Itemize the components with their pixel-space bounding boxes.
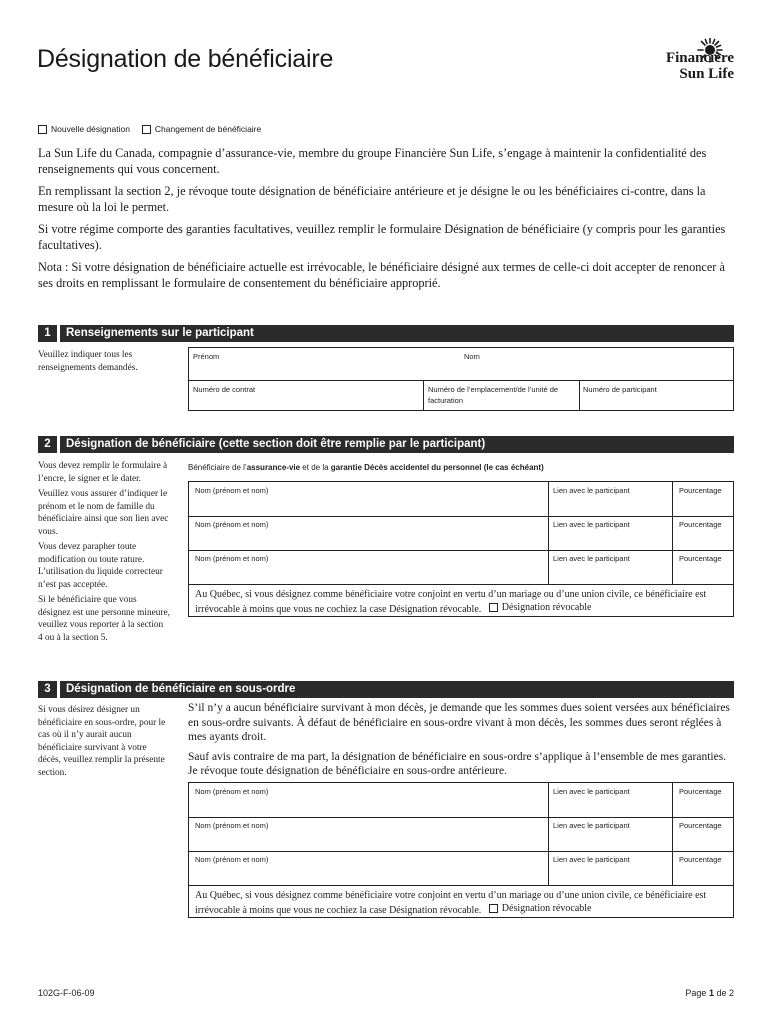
first-name-field[interactable]: Prénom <box>193 352 220 361</box>
designation-type-options <box>38 124 261 134</box>
section-title: Désignation de bénéficiaire (cette section doit être remplie par le participant) <box>60 436 734 453</box>
page-number: Page 1 de 2 <box>685 988 734 998</box>
new-designation-option[interactable]: Nouvelle désignation <box>38 124 130 134</box>
beneficiary-name-field[interactable]: Nom (prénom et nom) <box>195 554 269 563</box>
beneficiary-relationship-field[interactable]: Lien avec le participant <box>553 486 630 495</box>
revocable-checkbox[interactable] <box>489 904 498 913</box>
section-number: 1 <box>38 325 57 342</box>
contract-number-field[interactable]: Numéro de contrat <box>193 385 256 394</box>
contingent-name-field[interactable]: Nom (prénom et nom) <box>195 855 269 864</box>
section-3-text: S’il n’y a aucun bénéficiaire survivant à mon décès, je demande que les sommes dues soient versées aux bénéficiaires en sous-ordre suivants. À défaut de bénéficiaire en sous-ordre vivant à mon décès, les sommes dues seront réglées à mes ayants droit. Sauf avis contraire de ma part, la désignation de bénéficiaire en sous-ordre s’applique à l’ensemble de mes garanties. Je révoque toute désignation de bénéficiaire en sous-ordre antérieure. <box>188 702 730 777</box>
change-beneficiary-option[interactable]: Changement de bénéficiaire <box>142 124 261 134</box>
quebec-notice: Au Québec, si vous désignez comme bénéficiaire votre conjoint en vertu d’un mariage ou d’une union civile, ce bénéficiaire est irrévocable à moins que vous ne cochiez la case Désignation révocable. Désignation révocable <box>195 890 707 916</box>
intro-text <box>38 145 738 297</box>
change-beneficiary-checkbox[interactable] <box>142 125 151 134</box>
beneficiary-table <box>188 481 734 617</box>
logo-wordmark: Financière Sun Life <box>665 50 734 82</box>
beneficiary-percentage-field[interactable]: Pourcentage <box>679 486 722 495</box>
quebec-notice: Au Québec, si vous désignez comme bénéficiaire votre conjoint en vertu d’un mariage ou d’une union civile, ce bénéficiaire est irrévocable à moins que vous ne cochiez la case Désignation révocable. Désignation révocable <box>195 589 707 615</box>
contingent-name-field[interactable]: Nom (prénom et nom) <box>195 821 269 830</box>
last-name-field[interactable]: Nom <box>464 352 480 361</box>
contingent-relationship-field[interactable]: Lien avec le participant <box>553 855 630 864</box>
section-1-header <box>38 325 734 342</box>
revocable-option[interactable]: Désignation révocable <box>489 601 592 614</box>
beneficiary-percentage-field[interactable]: Pourcentage <box>679 554 722 563</box>
beneficiary-name-field[interactable]: Nom (prénom et nom) <box>195 486 269 495</box>
contingent-name-field[interactable]: Nom (prénom et nom) <box>195 787 269 796</box>
revocable-option[interactable]: Désignation révocable <box>489 902 592 915</box>
beneficiary-relationship-field[interactable]: Lien avec le participant <box>553 554 630 563</box>
contingent-percentage-field[interactable]: Pourcentage <box>679 787 722 796</box>
contingent-beneficiary-table <box>188 782 734 918</box>
participant-info-form <box>188 347 734 411</box>
section-title: Désignation de bénéficiaire en sous-ordre <box>60 681 734 698</box>
section-3-header <box>38 681 734 698</box>
participant-number-field[interactable]: Numéro de participant <box>583 385 657 394</box>
contingent-relationship-field[interactable]: Lien avec le participant <box>553 787 630 796</box>
beneficiary-name-field[interactable]: Nom (prénom et nom) <box>195 520 269 529</box>
section-number: 2 <box>38 436 57 453</box>
contingent-percentage-field[interactable]: Pourcentage <box>679 821 722 830</box>
form-code: 102G-F-06-09 <box>38 988 95 998</box>
new-designation-checkbox[interactable] <box>38 125 47 134</box>
beneficiary-relationship-field[interactable]: Lien avec le participant <box>553 520 630 529</box>
beneficiary-percentage-field[interactable]: Pourcentage <box>679 520 722 529</box>
section-number: 3 <box>38 681 57 698</box>
contingent-percentage-field[interactable]: Pourcentage <box>679 855 722 864</box>
section-2-header <box>38 436 734 453</box>
intro-paragraph: La Sun Life du Canada, compagnie d’assurance-vie, membre du groupe Financière Sun Life, s’engage à maintenir la confidentialité des renseignements qui vous concernent. <box>38 146 707 176</box>
revocable-checkbox[interactable] <box>489 603 498 612</box>
section-3-instructions: Si vous désirez désigner un bénéficiaire en sous-ordre, pour le cas où il n’y aurait aucun bénéficiaire survivant à votre décès, veuillez remplir la présente section. <box>38 705 166 778</box>
section-2-instructions: Vous devez remplir le formulaire à l’encre, le signer et le dater. Veuillez vous assurer d’indiquer le prénom et le nom de famille du bénéficiaire ainsi que son lien avec vous. Vous devez parapher toute modification ou toute rature. L’utilisation du liquide correcteur n’est pas acceptée. Si le bénéficiaire que vous désignez est une personne mineure, veuillez vous reporter à la section 4 ou à la section 5. <box>38 461 170 643</box>
section-2-subheading: Bénéficiaire de l’assurance-vie et de la garantie Décès accidentel du personnel (le cas échéant) <box>188 463 544 472</box>
intro-paragraph: Nota : Si votre désignation de bénéficiaire actuelle est irrévocable, le bénéficiaire désigné aux termes de celle-ci doit accepter de renoncer à ses droits en remplissant le formulaire de consentement du bénéficiaire approprié. <box>38 260 725 290</box>
contingent-relationship-field[interactable]: Lien avec le participant <box>553 821 630 830</box>
section-1-instructions: Veuillez indiquer tous les renseignements demandés. <box>38 350 138 373</box>
section-title: Renseignements sur le participant <box>60 325 734 342</box>
billing-location-field[interactable]: Numéro de l’emplacement/de l’unité de facturation <box>428 385 559 405</box>
intro-paragraph: En remplissant la section 2, je révoque toute désignation de bénéficiaire antérieure et je désigne le ou les bénéficiaires ci-contre, dans la mesure où la loi le permet. <box>38 184 706 214</box>
intro-paragraph: Si votre régime comporte des garanties facultatives, veuillez remplir le formulaire Désignation de bénéficiaire (y compris pour les garanties facultatives). <box>38 222 726 252</box>
page-title: Désignation de bénéficiaire <box>37 45 334 73</box>
